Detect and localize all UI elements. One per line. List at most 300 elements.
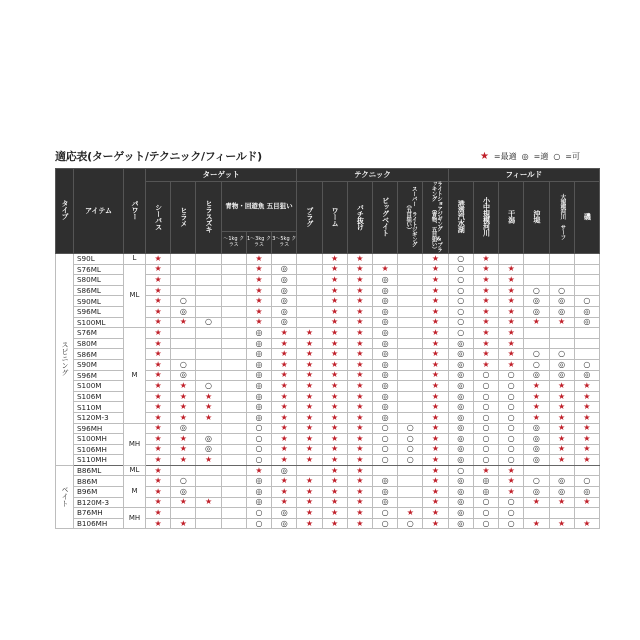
circle-icon: ○ <box>457 253 465 263</box>
rating-cell <box>423 497 448 508</box>
rating-cell <box>473 370 498 381</box>
rating-cell <box>423 402 448 413</box>
rating-cell <box>398 508 423 519</box>
rating-cell <box>423 444 448 455</box>
double-circle-icon: ◎ <box>255 497 263 507</box>
table-row <box>56 423 600 434</box>
rating-cell <box>574 391 599 402</box>
rating-cell <box>146 285 171 296</box>
item-cell: S106MH <box>74 444 124 455</box>
double-circle-icon: ◎ <box>532 423 540 433</box>
rating-cell <box>347 476 372 487</box>
rating-cell <box>221 412 246 423</box>
rating-cell <box>574 264 599 275</box>
rating-cell <box>423 296 448 307</box>
item-cell: S96ML <box>74 306 124 317</box>
rating-cell <box>171 306 196 317</box>
rating-cell <box>146 349 171 360</box>
double-circle-icon: ◎ <box>457 476 465 486</box>
rating-cell <box>473 465 498 476</box>
legend-ok-label: =可 <box>565 152 580 161</box>
rating-cell <box>499 349 524 360</box>
rating-cell <box>272 412 297 423</box>
rating-cell <box>297 317 322 328</box>
rating-cell <box>524 254 549 265</box>
rating-cell <box>398 359 423 370</box>
rating-cell <box>322 423 347 434</box>
star-icon: ★ <box>431 296 440 306</box>
double-circle-icon: ◎ <box>255 349 263 359</box>
star-icon: ★ <box>331 306 339 316</box>
item-cell: S86M <box>74 349 124 360</box>
star-icon: ★ <box>154 264 162 274</box>
star-icon: ★ <box>305 423 313 433</box>
rating-cell <box>347 423 372 434</box>
power-cell: MH <box>124 508 146 529</box>
rating-cell <box>499 370 524 381</box>
rating-cell <box>146 275 171 286</box>
rating-cell <box>347 455 372 466</box>
star-icon: ★ <box>305 444 313 454</box>
rating-cell <box>524 476 549 487</box>
rating-cell <box>221 402 246 413</box>
rating-cell <box>473 497 498 508</box>
star-icon: ★ <box>532 518 540 528</box>
rating-cell <box>398 254 423 265</box>
circle-icon: ○ <box>507 423 515 433</box>
star-icon: ★ <box>356 380 364 390</box>
circle-icon: ○ <box>583 296 591 306</box>
star-icon: ★ <box>356 370 364 380</box>
rating-cell <box>499 402 524 413</box>
rating-cell <box>146 455 171 466</box>
star-icon: ★ <box>305 476 313 486</box>
rating-cell <box>549 497 574 508</box>
technique-col-header-1: ワーム <box>322 182 347 254</box>
rating-cell <box>524 412 549 423</box>
circle-icon: ○ <box>507 444 515 454</box>
rating-cell <box>398 423 423 434</box>
rating-cell <box>171 434 196 445</box>
rating-cell <box>322 381 347 392</box>
star-icon: ★ <box>356 423 364 433</box>
star-icon: ★ <box>305 402 313 412</box>
star-icon: ★ <box>331 465 339 475</box>
rating-cell <box>423 264 448 275</box>
rating-cell <box>322 518 347 529</box>
rating-cell <box>499 285 524 296</box>
technique-col-header-2: バチ抜け <box>347 182 372 254</box>
double-circle-icon: ◎ <box>558 476 566 486</box>
rating-cell <box>171 402 196 413</box>
rating-cell <box>398 370 423 381</box>
circle-icon: ○ <box>457 264 465 274</box>
star-icon: ★ <box>583 402 591 412</box>
rating-cell <box>221 423 246 434</box>
rating-cell <box>448 275 473 286</box>
rating-cell <box>171 317 196 328</box>
star-icon: ★ <box>154 465 162 475</box>
circle-icon: ○ <box>457 317 465 327</box>
rating-cell <box>347 264 372 275</box>
star-icon: ★ <box>482 349 490 359</box>
star-icon: ★ <box>255 465 263 475</box>
rating-cell <box>524 518 549 529</box>
double-circle-icon: ◎ <box>583 370 591 380</box>
rating-cell <box>146 434 171 445</box>
double-circle-icon: ◎ <box>280 264 288 274</box>
rating-cell <box>196 381 221 392</box>
field-col-header-2: 干潟 <box>499 182 524 254</box>
rating-cell <box>448 402 473 413</box>
rating-cell <box>171 264 196 275</box>
rating-cell <box>473 508 498 519</box>
star-icon: ★ <box>431 412 440 422</box>
rating-cell <box>372 423 397 434</box>
star-icon: ★ <box>532 317 540 327</box>
rating-cell <box>398 338 423 349</box>
rating-cell <box>322 296 347 307</box>
rating-cell <box>171 359 196 370</box>
rating-cell <box>221 434 246 445</box>
double-circle-icon: ◎ <box>457 338 465 348</box>
rating-cell <box>372 275 397 286</box>
star-icon: ★ <box>558 380 566 390</box>
item-cell: S96MH <box>74 423 124 434</box>
double-circle-icon: ◎ <box>381 338 389 348</box>
rating-cell <box>146 264 171 275</box>
star-icon: ★ <box>331 317 339 327</box>
star-icon: ★ <box>280 359 288 369</box>
rating-cell <box>549 317 574 328</box>
rating-cell <box>272 338 297 349</box>
star-icon: ★ <box>331 402 339 412</box>
rating-cell <box>372 285 397 296</box>
target-col-header-1: ヒラメ <box>171 182 196 254</box>
rating-cell <box>473 275 498 286</box>
rating-cell <box>347 254 372 265</box>
rating-cell <box>272 317 297 328</box>
rating-cell <box>372 444 397 455</box>
star-icon: ★ <box>431 264 440 274</box>
circle-icon: ○ <box>406 423 414 433</box>
rating-cell <box>322 434 347 445</box>
rating-cell <box>423 359 448 370</box>
rating-cell <box>171 285 196 296</box>
double-circle-icon: ◎ <box>255 380 263 390</box>
circle-icon: ○ <box>482 423 490 433</box>
rating-cell <box>297 306 322 317</box>
circle-icon: ○ <box>482 402 490 412</box>
star-icon: ★ <box>179 444 187 454</box>
star-icon: ★ <box>331 455 339 465</box>
double-circle-icon: ◎ <box>255 327 263 337</box>
star-icon: ★ <box>154 508 162 518</box>
legend-suitable-label: =適 <box>533 152 549 161</box>
star-icon: ★ <box>331 370 339 380</box>
rating-cell <box>448 328 473 339</box>
rating-cell <box>272 264 297 275</box>
item-cell: S120M-3 <box>74 412 124 423</box>
rating-cell <box>171 370 196 381</box>
double-circle-icon: ◎ <box>457 370 465 380</box>
rating-cell <box>297 338 322 349</box>
star-icon: ★ <box>305 338 313 348</box>
star-icon: ★ <box>356 518 364 528</box>
item-cell: S100MH <box>74 434 124 445</box>
rating-cell <box>347 317 372 328</box>
rating-cell <box>473 338 498 349</box>
star-icon: ★ <box>431 349 440 359</box>
table-row <box>56 465 600 476</box>
star-icon: ★ <box>154 497 162 507</box>
star-icon: ★ <box>305 391 313 401</box>
rating-cell <box>499 264 524 275</box>
rating-cell <box>347 285 372 296</box>
rating-cell <box>398 306 423 317</box>
rating-cell <box>297 328 322 339</box>
rating-cell <box>221 476 246 487</box>
star-icon: ★ <box>255 264 263 274</box>
circle-icon: ○ <box>255 518 263 528</box>
rating-cell <box>272 402 297 413</box>
rating-cell <box>499 518 524 529</box>
star-icon: ★ <box>179 391 187 401</box>
rating-cell <box>272 306 297 317</box>
rating-cell <box>347 370 372 381</box>
rating-cell <box>423 423 448 434</box>
star-icon: ★ <box>305 359 313 369</box>
rating-cell <box>272 508 297 519</box>
rating-cell <box>272 349 297 360</box>
item-cell: B106MH <box>74 518 124 529</box>
rating-cell <box>146 444 171 455</box>
type-cell: スピニング <box>56 254 74 466</box>
star-icon: ★ <box>331 412 339 422</box>
rating-cell <box>171 328 196 339</box>
rating-cell <box>499 497 524 508</box>
item-cell: S80M <box>74 338 124 349</box>
circle-icon: ○ <box>381 423 389 433</box>
aomono-sub-header-0: ～1kg クラス <box>221 232 246 254</box>
rating-cell <box>524 264 549 275</box>
star-icon: ★ <box>305 349 313 359</box>
double-circle-icon: ◎ <box>381 402 389 412</box>
star-icon: ★ <box>431 285 440 295</box>
rating-cell <box>196 476 221 487</box>
rating-cell <box>398 285 423 296</box>
technique-col-header-3: ビッグベイト <box>372 182 397 254</box>
star-icon: ★ <box>305 497 313 507</box>
rating-cell <box>272 497 297 508</box>
rating-cell <box>146 296 171 307</box>
rating-cell <box>448 349 473 360</box>
star-icon: ★ <box>431 370 440 380</box>
star-icon: ★ <box>507 285 515 295</box>
field-col-header-4: 大規模河川 サーフ <box>549 182 574 254</box>
double-circle-icon: ◎ <box>381 412 389 422</box>
rating-cell <box>473 254 498 265</box>
rating-cell <box>473 296 498 307</box>
power-header: パワー <box>124 169 146 254</box>
circle-icon: ○ <box>255 508 263 518</box>
rating-cell <box>246 275 271 286</box>
rating-cell <box>196 518 221 529</box>
star-icon: ★ <box>255 306 263 316</box>
circle-icon: ○ <box>381 518 389 528</box>
circle-icon: ○ <box>507 380 515 390</box>
double-circle-icon: ◎ <box>532 306 540 316</box>
star-icon: ★ <box>356 338 364 348</box>
rating-cell <box>398 465 423 476</box>
rating-cell <box>171 476 196 487</box>
double-circle-icon: ◎ <box>179 423 187 433</box>
rating-cell <box>322 349 347 360</box>
star-icon: ★ <box>204 391 213 401</box>
star-icon: ★ <box>558 433 566 443</box>
rating-cell <box>372 434 397 445</box>
item-cell: B120M-3 <box>74 497 124 508</box>
rating-cell <box>297 465 322 476</box>
rating-cell <box>272 423 297 434</box>
star-icon: ★ <box>204 455 213 465</box>
rating-cell <box>398 391 423 402</box>
rating-cell <box>196 306 221 317</box>
rating-cell <box>297 275 322 286</box>
star-icon: ★ <box>154 486 162 496</box>
star-icon: ★ <box>305 455 313 465</box>
rating-cell <box>272 328 297 339</box>
star-icon: ★ <box>482 317 490 327</box>
rating-cell <box>246 412 271 423</box>
rating-cell <box>246 508 271 519</box>
double-circle-icon: ◎ <box>255 391 263 401</box>
table-row <box>56 264 600 275</box>
rating-cell <box>574 275 599 286</box>
star-icon: ★ <box>305 508 313 518</box>
rating-cell <box>574 317 599 328</box>
star-icon: ★ <box>154 253 162 263</box>
star-icon: ★ <box>431 253 440 263</box>
rating-cell <box>372 518 397 529</box>
star-icon: ★ <box>280 349 288 359</box>
rating-cell <box>398 349 423 360</box>
rating-cell <box>246 444 271 455</box>
rating-cell <box>297 518 322 529</box>
star-icon: ★ <box>331 380 339 390</box>
rating-cell <box>398 455 423 466</box>
star-icon: ★ <box>154 412 162 422</box>
double-circle-icon: ◎ <box>280 518 288 528</box>
star-icon: ★ <box>154 444 162 454</box>
star-icon: ★ <box>431 444 440 454</box>
rating-cell <box>574 402 599 413</box>
rating-cell <box>524 465 549 476</box>
star-icon: ★ <box>558 518 566 528</box>
rating-cell <box>372 497 397 508</box>
star-icon: ★ <box>558 497 566 507</box>
rating-cell <box>574 359 599 370</box>
rating-cell <box>574 306 599 317</box>
rating-cell <box>297 455 322 466</box>
rating-cell <box>524 296 549 307</box>
rating-cell <box>146 497 171 508</box>
circle-icon: ○ <box>406 444 414 454</box>
circle-icon: ○ <box>255 433 263 443</box>
rating-cell <box>473 285 498 296</box>
rating-cell <box>347 328 372 339</box>
circle-icon: ○ <box>255 444 263 454</box>
star-icon: ★ <box>305 327 313 337</box>
star-icon: ★ <box>280 391 288 401</box>
star-icon: ★ <box>583 518 591 528</box>
rating-cell <box>246 254 271 265</box>
rating-cell <box>473 317 498 328</box>
rating-cell <box>398 487 423 498</box>
field-col-header-1: 小中規模河川 <box>473 182 498 254</box>
rating-cell <box>549 508 574 519</box>
star-icon: ★ <box>558 444 566 454</box>
star-icon: ★ <box>305 370 313 380</box>
rating-cell <box>272 391 297 402</box>
rating-cell <box>372 359 397 370</box>
rating-cell <box>423 254 448 265</box>
star-icon: ★ <box>356 476 364 486</box>
rating-cell <box>196 254 221 265</box>
rating-cell <box>372 455 397 466</box>
circle-icon: ○ <box>482 391 490 401</box>
technique-col-header-0: プラグ <box>297 182 322 254</box>
rating-cell <box>423 338 448 349</box>
field-group-header: フィールド <box>448 169 599 182</box>
rating-cell <box>549 518 574 529</box>
double-circle-icon: ◎ <box>457 380 465 390</box>
rating-cell <box>246 338 271 349</box>
star-icon: ★ <box>280 486 288 496</box>
star-icon: ★ <box>431 317 440 327</box>
rating-cell <box>524 455 549 466</box>
circle-icon: ○ <box>482 455 490 465</box>
rating-cell <box>196 412 221 423</box>
rating-cell <box>549 328 574 339</box>
circle-icon: ○ <box>507 518 515 528</box>
rating-cell <box>196 338 221 349</box>
rating-cell <box>272 434 297 445</box>
rating-cell <box>549 487 574 498</box>
rating-cell <box>499 423 524 434</box>
rating-cell <box>549 402 574 413</box>
rating-cell <box>524 338 549 349</box>
rating-cell <box>499 317 524 328</box>
rating-cell <box>297 423 322 434</box>
best-star-icon: ★ <box>479 151 489 162</box>
item-header: アイテム <box>74 169 124 254</box>
rating-cell <box>524 359 549 370</box>
rating-cell <box>221 338 246 349</box>
circle-icon: ○ <box>406 455 414 465</box>
star-icon: ★ <box>154 370 162 380</box>
circle-icon: ○ <box>507 508 515 518</box>
rating-cell <box>297 476 322 487</box>
rating-cell <box>499 455 524 466</box>
star-icon: ★ <box>583 380 591 390</box>
rating-cell <box>398 518 423 529</box>
rating-cell <box>347 518 372 529</box>
circle-icon: ○ <box>558 349 566 359</box>
rating-cell <box>524 402 549 413</box>
double-circle-icon: ◎ <box>381 359 389 369</box>
rating-cell <box>448 296 473 307</box>
